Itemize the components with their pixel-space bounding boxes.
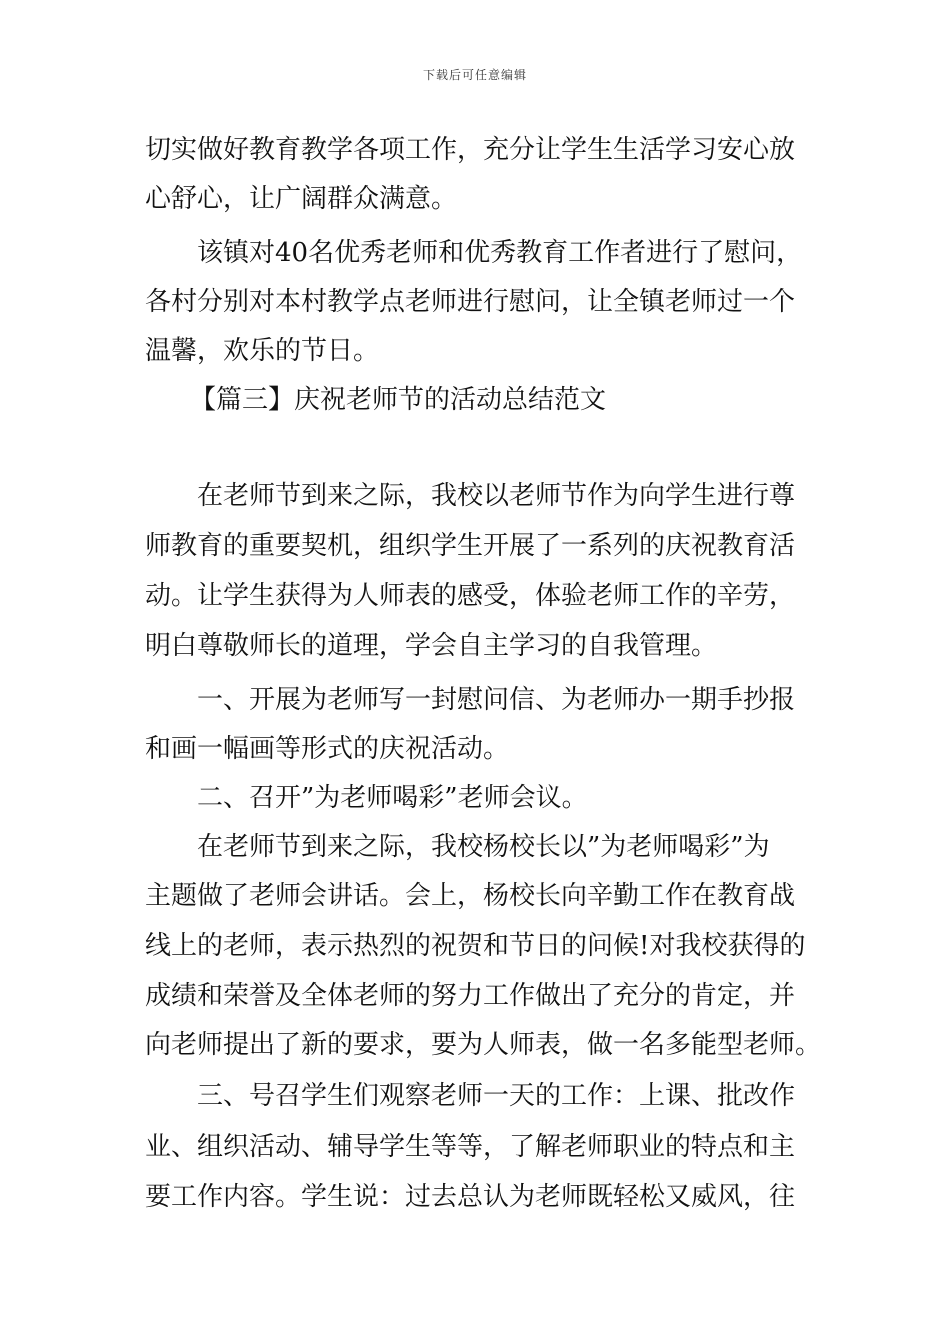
text-line: 温馨，欢乐的节日。 — [145, 336, 380, 366]
section-heading: 【篇三】庆祝老师节的活动总结范文 — [190, 385, 607, 415]
text-line: 线上的老师，表示热烈的祝贺和节日的问候!对我校获得的 — [145, 931, 806, 961]
text-line: 心舒心，让广阔群众满意。 — [145, 184, 458, 214]
text-line: 该镇对40名优秀老师和优秀教育工作者进行了慰问， — [197, 238, 803, 268]
text-line: 各村分别对本村教学点老师进行慰问，让全镇老师过一个 — [145, 287, 796, 317]
text-line: 主题做了老师会讲话。会上，杨校长向辛勤工作在教育战 — [145, 881, 796, 911]
text-line: 三、号召学生们观察老师一天的工作：上课、批改作 — [197, 1081, 796, 1111]
text-line: 明白尊敬师长的道理，学会自主学习的自我管理。 — [145, 631, 718, 661]
text-line: 二、召开”为老师喝彩”老师会议。 — [197, 783, 588, 813]
text-line: 向老师提出了新的要求，要为人师表，做一名多能型老师。 — [145, 1030, 822, 1060]
text-line: 在老师节到来之际，我校以老师节作为向学生进行尊 — [197, 481, 796, 511]
text-line: 切实做好教育教学各项工作，充分让学生生活学习安心放 — [145, 135, 796, 165]
text-line: 成绩和荣誉及全体老师的努力工作做出了充分的肯定，并 — [145, 981, 796, 1011]
text-line: 动。让学生获得为人师表的感受，体验老师工作的辛劳， — [145, 581, 796, 611]
text-line: 和画一幅画等形式的庆祝活动。 — [145, 734, 510, 764]
text-line: 在老师节到来之际，我校杨校长以”为老师喝彩”为 — [197, 832, 770, 862]
text-line: 一、开展为老师写一封慰问信、为老师办一期手抄报 — [197, 685, 796, 715]
text-line: 师教育的重要契机，组织学生开展了一系列的庆祝教育活 — [145, 531, 796, 561]
page-header: 下载后可任意编辑 — [422, 68, 527, 82]
text-line: 业、组织活动、辅导学生等等，了解老师职业的特点和主 — [145, 1132, 796, 1162]
text-line: 要工作内容。学生说：过去总认为老师既轻松又威风，往 — [145, 1182, 796, 1212]
